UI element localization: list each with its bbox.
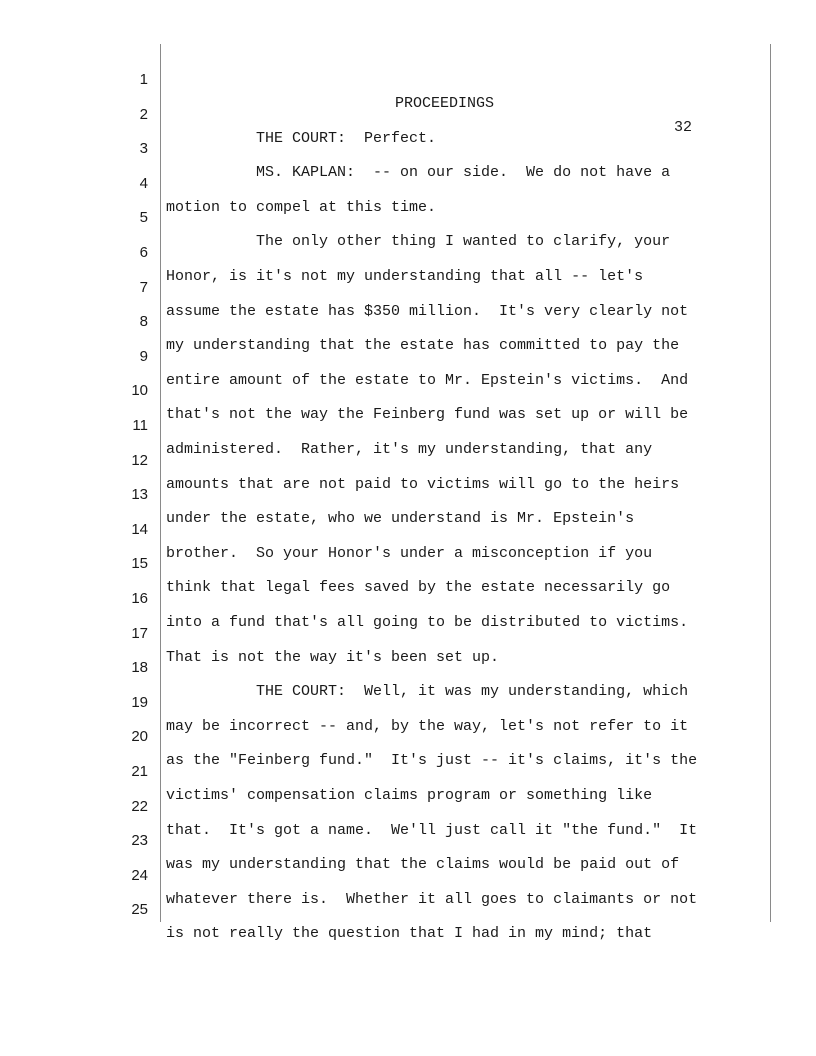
line-text: brother. So your Honor's under a misconception if you [166,544,653,562]
line-number: 21 [131,763,148,780]
line-text: think that legal fees saved by the estate necessarily go [166,579,671,597]
line-number: 5 [139,209,148,227]
line-number: 6 [139,244,148,261]
line-number: 23 [131,832,148,850]
line-text: THE COURT: Perfect. [166,129,437,147]
line-text: into a fund that's all going to be distributed to victims. [166,614,689,631]
line-number: 25 [131,901,148,919]
line-text: assume the estate has $350 million. It's very clearly not [166,302,689,320]
line-text: whatever there is. Whether it all goes to claimants or not [166,890,698,908]
line-text: my understanding that the estate has committed to pay the [166,337,680,355]
header-page-number: 32 [674,119,693,136]
line-text: may be incorrect -- and, by the way, let's not refer to it [166,717,689,735]
line-text: amounts that are not paid to victims will go to the heirs [166,475,680,493]
line-number: 1 [139,71,148,88]
line-text: Honor, is it's not my understanding that all -- let's [166,268,644,285]
line-number: 9 [139,347,148,365]
line-text: that. It's got a name. We'll just call it "the fund." It [166,821,698,839]
line-number: 17 [131,624,148,642]
line-text: is not really the question that I had in my mind; that [166,925,653,943]
line-number: 3 [139,140,148,158]
line-number: 19 [131,693,148,711]
line-text: under the estate, who we understand is Mr. Epstein's [166,510,635,528]
line-text: That is not the way it's been set up. [166,648,500,666]
line-number: 7 [139,278,148,296]
line-number: 24 [131,866,148,884]
line-text: victims' compensation claims program or something like [166,787,653,804]
line-text: motion to compel at this time. [166,198,437,216]
line-text: as the "Feinberg fund." It's just -- it's claims, it's the [166,752,698,770]
line-text: was my understanding that the claims would be paid out of [166,856,680,874]
line-text: administered. Rather, it's my understanding, that any [166,441,653,458]
line-number: 8 [139,313,148,331]
line-number: 2 [139,105,148,123]
header-title: PROCEEDINGS [395,95,495,112]
line-text: MS. KAPLAN: -- on our side. We do not have a [166,164,671,182]
line-number: 22 [131,797,148,815]
line-text: THE COURT: Well, it was my understanding, which [166,683,689,701]
transcript-line-1 [0,44,816,136]
line-number: 15 [131,555,148,573]
line-text: that's not the way the Feinberg fund was set up or will be [166,406,689,424]
line-number: 12 [131,451,148,469]
line-number: 4 [139,174,148,192]
line-number: 10 [131,382,148,400]
line-number: 13 [131,486,148,504]
line-text: The only other thing I wanted to clarify, your [166,233,671,251]
line-number: 20 [131,728,148,746]
line-text: entire amount of the estate to Mr. Epstein's victims. And [166,371,689,389]
line-number: 16 [131,590,148,607]
line-number: 11 [132,417,148,434]
line-number: 14 [131,520,148,538]
line-number: 18 [131,659,148,677]
